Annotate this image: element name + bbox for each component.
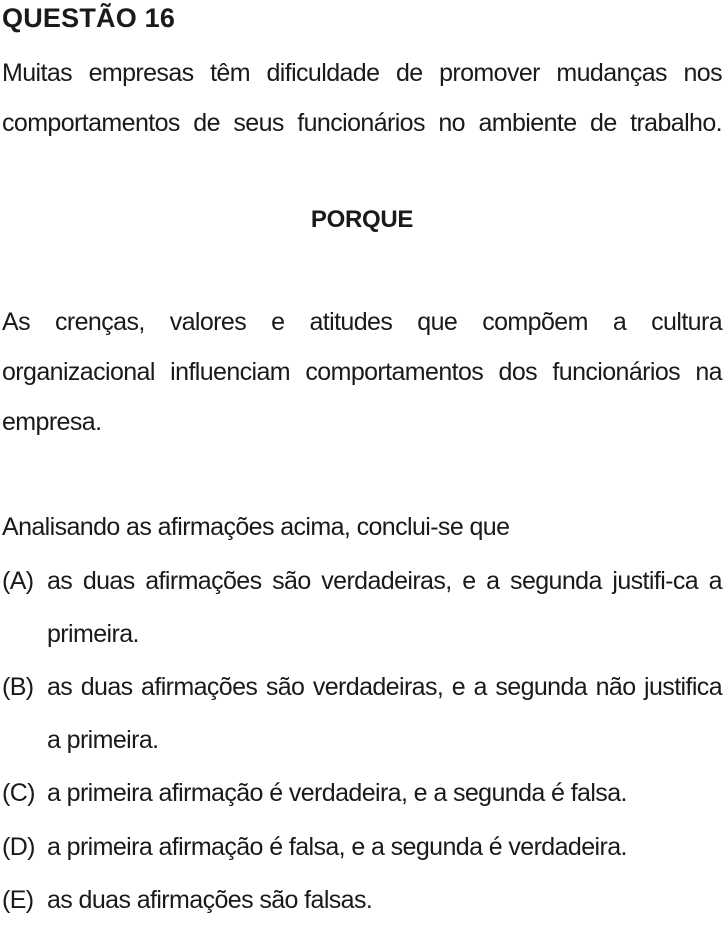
option-letter: (B) — [2, 673, 34, 701]
option-letter: (E) — [2, 886, 34, 914]
option-text: as duas afirmações são verdadeiras, e a segunda não justifica a primeira. — [47, 673, 722, 754]
option-text: a primeira afirmação é falsa, e a segunda é verdadeira. — [47, 833, 627, 861]
statement-2: As crenças, valores e atitudes que compõem a cultura organizacional influenciam comportamentos dos funcionários na empresa. — [2, 308, 722, 436]
question-prompt: Analisando as afirmações acima, conclui-se que — [2, 513, 510, 541]
option-letter: (D) — [2, 833, 35, 861]
option-text: a primeira afirmação é verdadeira, e a segunda é falsa. — [47, 779, 627, 807]
option-letter: (C) — [2, 779, 35, 807]
statement-1: Muitas empresas têm dificuldade de promover mudanças nos comportamentos de seus funcionários no ambiente de trabalho. — [2, 59, 722, 137]
question-title: QUESTÃO 16 — [2, 3, 176, 33]
option-letter: (A) — [2, 567, 34, 595]
option-text: as duas afirmações são falsas. — [47, 886, 373, 914]
option-text: as duas afirmações são verdadeiras, e a segunda justifi-ca a primeira. — [47, 567, 722, 648]
connector-porque: PORQUE — [310, 206, 414, 233]
